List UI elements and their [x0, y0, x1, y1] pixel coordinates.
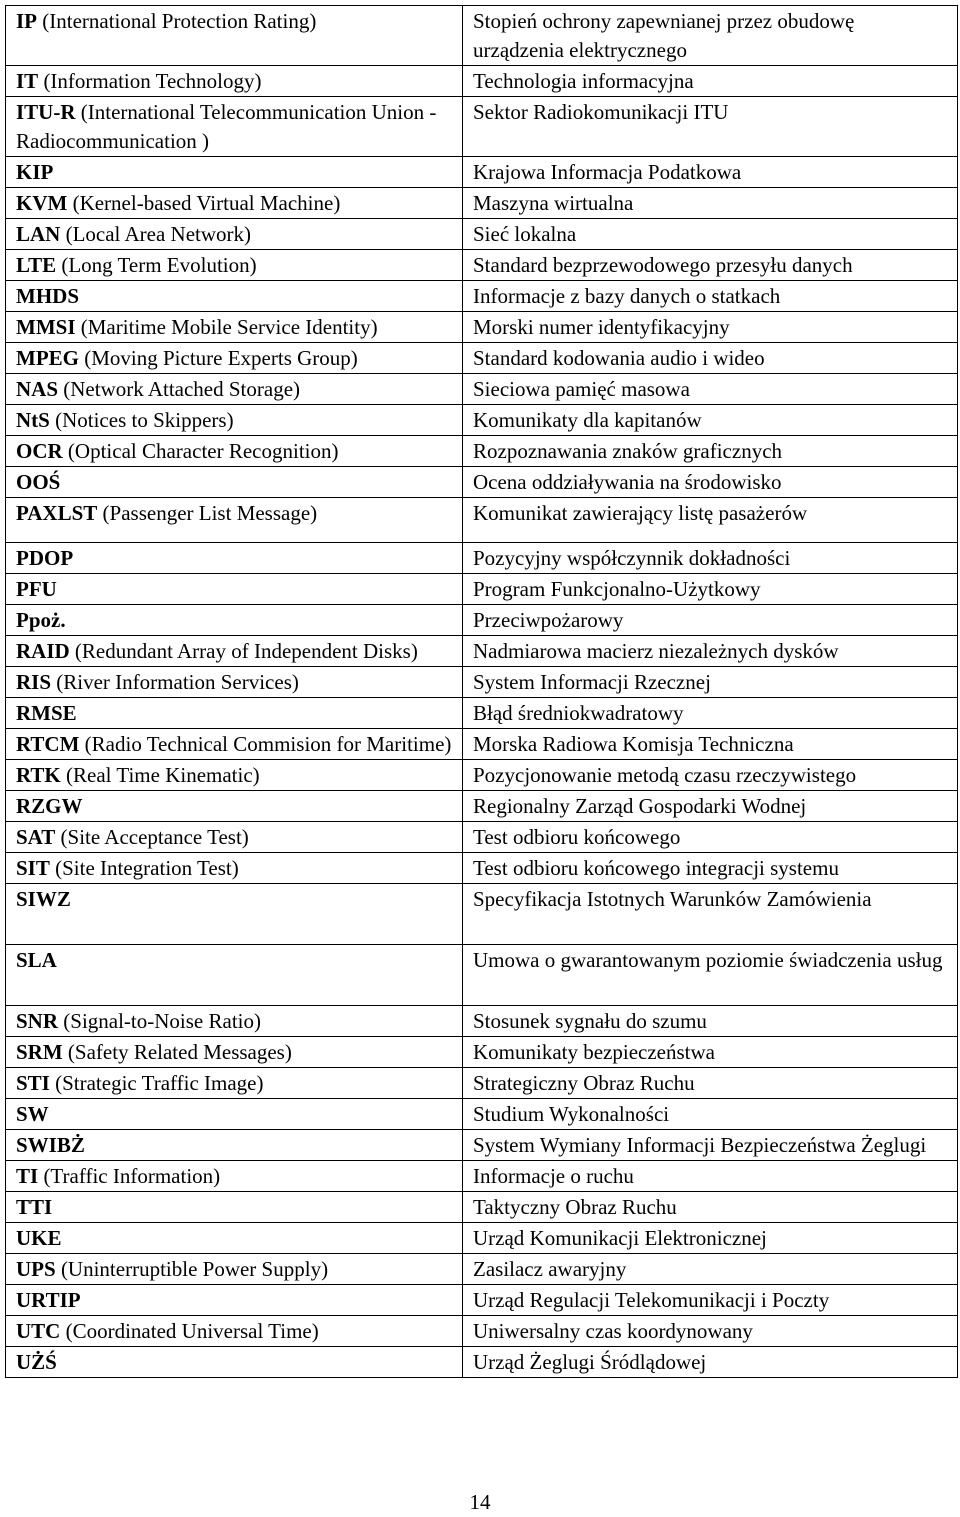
- term-abbreviation: SWIBŻ: [16, 1133, 85, 1157]
- table-row: [6, 219, 958, 250]
- table-row: [6, 605, 958, 636]
- translation-cell: Umowa o gwarantowanym poziomie świadczenia usług: [463, 945, 958, 1006]
- term-expansion: (Optical Character Recognition): [62, 439, 339, 463]
- term-abbreviation: UKE: [16, 1226, 62, 1250]
- term-cell: [6, 884, 463, 945]
- translation-cell: Zasilacz awaryjny: [463, 1254, 958, 1285]
- table-row: [6, 1285, 958, 1316]
- term-abbreviation: ITU-R: [16, 100, 76, 124]
- table-row: [6, 405, 958, 436]
- abbreviations-table: [5, 5, 958, 1378]
- term-abbreviation: SNR: [16, 1009, 59, 1033]
- table-row: [6, 667, 958, 698]
- term-cell: [6, 66, 463, 97]
- translation-cell: Stosunek sygnału do szumu: [463, 1006, 958, 1037]
- table-row: [6, 281, 958, 312]
- term-abbreviation: RZGW: [16, 794, 83, 818]
- term-expansion: (Strategic Traffic Image): [49, 1071, 264, 1095]
- table-row: [6, 6, 958, 66]
- term-cell: [6, 1099, 463, 1130]
- translation-cell: Test odbioru końcowego: [463, 822, 958, 853]
- term-abbreviation: STI: [16, 1071, 50, 1095]
- term-cell: [6, 1037, 463, 1068]
- translation-cell: Sieciowa pamięć masowa: [463, 374, 958, 405]
- term-expansion: (International Protection Rating): [37, 9, 317, 33]
- term-abbreviation: RAID: [16, 639, 70, 663]
- table-row: [6, 1130, 958, 1161]
- term-abbreviation: MMSI: [16, 315, 76, 339]
- translation-cell: Regionalny Zarząd Gospodarki Wodnej: [463, 791, 958, 822]
- table-row: [6, 760, 958, 791]
- translation-cell: Nadmiarowa macierz niezależnych dysków: [463, 636, 958, 667]
- translation-cell: Rozpoznawania znaków graficznych: [463, 436, 958, 467]
- term-cell: [6, 1254, 463, 1285]
- term-expansion: (Uninterruptible Power Supply): [55, 1257, 329, 1281]
- table-row: [6, 250, 958, 281]
- table-row: [6, 853, 958, 884]
- term-cell: [6, 945, 463, 1006]
- term-abbreviation: UŻŚ: [16, 1350, 57, 1374]
- term-abbreviation: PAXLST: [16, 501, 98, 525]
- table-row: [6, 1099, 958, 1130]
- term-cell: [6, 1316, 463, 1347]
- translation-cell: Urząd Żeglugi Śródlądowej: [463, 1347, 958, 1378]
- term-cell: [6, 636, 463, 667]
- term-cell: [6, 1347, 463, 1378]
- translation-cell: Komunikaty bezpieczeństwa: [463, 1037, 958, 1068]
- term-cell: [6, 157, 463, 188]
- table-row: [6, 1037, 958, 1068]
- translation-cell: Specyfikacja Istotnych Warunków Zamówienia: [463, 884, 958, 945]
- term-cell: [6, 374, 463, 405]
- table-row: [6, 729, 958, 760]
- term-expansion: (Real Time Kinematic): [60, 763, 260, 787]
- table-row: [6, 1161, 958, 1192]
- term-expansion: (Coordinated Universal Time): [60, 1319, 319, 1343]
- translation-cell: Przeciwpożarowy: [463, 605, 958, 636]
- term-abbreviation: SIWZ: [16, 887, 71, 911]
- term-expansion: (Redundant Array of Independent Disks): [69, 639, 418, 663]
- term-expansion: (Local Area Network): [60, 222, 252, 246]
- term-abbreviation: UTC: [16, 1319, 61, 1343]
- term-abbreviation: URTIP: [16, 1288, 81, 1312]
- term-expansion: (Notices to Skippers): [49, 408, 234, 432]
- term-expansion: (Moving Picture Experts Group): [79, 346, 358, 370]
- term-abbreviation: PFU: [16, 577, 57, 601]
- term-cell: [6, 543, 463, 574]
- table-row: [6, 698, 958, 729]
- term-abbreviation: TTI: [16, 1195, 53, 1219]
- term-abbreviation: KIP: [16, 160, 54, 184]
- table-row: [6, 66, 958, 97]
- term-expansion: (Radio Technical Commision for Maritime): [79, 732, 452, 756]
- translation-cell: Program Funkcjonalno-Użytkowy: [463, 574, 958, 605]
- term-abbreviation: RIS: [16, 670, 52, 694]
- table-row: [6, 791, 958, 822]
- term-cell: [6, 281, 463, 312]
- term-cell: [6, 1161, 463, 1192]
- table-row: [6, 636, 958, 667]
- term-abbreviation: Ppoż.: [16, 608, 66, 632]
- translation-cell: System Wymiany Informacji Bezpieczeństwa Żeglugi: [463, 1130, 958, 1161]
- term-abbreviation: RTK: [16, 763, 61, 787]
- term-cell: [6, 698, 463, 729]
- term-abbreviation: RMSE: [16, 701, 77, 725]
- term-cell: [6, 188, 463, 219]
- term-expansion: (Signal-to-Noise Ratio): [58, 1009, 261, 1033]
- table-row: [6, 1192, 958, 1223]
- table-row: [6, 1347, 958, 1378]
- term-expansion: (River Information Services): [51, 670, 299, 694]
- table-row: [6, 1254, 958, 1285]
- term-cell: [6, 219, 463, 250]
- term-abbreviation: IP: [16, 9, 37, 33]
- term-cell: [6, 853, 463, 884]
- translation-cell: Informacje o ruchu: [463, 1161, 958, 1192]
- translation-cell: Morska Radiowa Komisja Techniczna: [463, 729, 958, 760]
- translation-cell: Krajowa Informacja Podatkowa: [463, 157, 958, 188]
- term-cell: [6, 436, 463, 467]
- term-cell: [6, 729, 463, 760]
- term-abbreviation: UPS: [16, 1257, 56, 1281]
- term-abbreviation: KVM: [16, 191, 68, 215]
- table-row: [6, 822, 958, 853]
- term-abbreviation: PDOP: [16, 546, 74, 570]
- table-row: [6, 97, 958, 157]
- table-row: [6, 374, 958, 405]
- term-abbreviation: SLA: [16, 948, 57, 972]
- table-row: [6, 157, 958, 188]
- term-abbreviation: TI: [16, 1164, 39, 1188]
- table-row: [6, 945, 958, 1006]
- table-row: [6, 188, 958, 219]
- term-expansion: (Site Integration Test): [49, 856, 239, 880]
- term-abbreviation: NAS: [16, 377, 59, 401]
- term-cell: [6, 605, 463, 636]
- translation-cell: Urząd Komunikacji Elektronicznej: [463, 1223, 958, 1254]
- translation-cell: Strategiczny Obraz Ruchu: [463, 1068, 958, 1099]
- translation-cell: Uniwersalny czas koordynowany: [463, 1316, 958, 1347]
- term-abbreviation: SIT: [16, 856, 50, 880]
- term-cell: [6, 1192, 463, 1223]
- translation-cell: Informacje z bazy danych o statkach: [463, 281, 958, 312]
- translation-cell: Pozycyjny współczynnik dokładności: [463, 543, 958, 574]
- table-row: [6, 884, 958, 945]
- term-cell: [6, 1130, 463, 1161]
- term-expansion: (Kernel-based Virtual Machine): [67, 191, 341, 215]
- translation-cell: Pozycjonowanie metodą czasu rzeczywistego: [463, 760, 958, 791]
- term-expansion: (Traffic Information): [38, 1164, 221, 1188]
- table-row: [6, 574, 958, 605]
- table-row: [6, 312, 958, 343]
- abbreviations-table-body: [6, 6, 958, 1378]
- term-expansion: (Maritime Mobile Service Identity): [75, 315, 378, 339]
- term-abbreviation: LAN: [16, 222, 61, 246]
- table-row: [6, 1006, 958, 1037]
- term-abbreviation: NtS: [16, 408, 50, 432]
- term-cell: [6, 1223, 463, 1254]
- term-abbreviation: OCR: [16, 439, 63, 463]
- page-number: 14: [469, 1490, 491, 1514]
- term-cell: [6, 467, 463, 498]
- translation-cell: Komunikat zawierający listę pasażerów: [463, 498, 958, 543]
- translation-cell: Standard kodowania audio i wideo: [463, 343, 958, 374]
- translation-cell: Urząd Regulacji Telekomunikacji i Poczty: [463, 1285, 958, 1316]
- table-row: [6, 1316, 958, 1347]
- term-abbreviation: IT: [16, 69, 39, 93]
- translation-cell: Błąd średniokwadratowy: [463, 698, 958, 729]
- term-cell: [6, 1285, 463, 1316]
- translation-cell: Morski numer identyfikacyjny: [463, 312, 958, 343]
- term-cell: [6, 343, 463, 374]
- table-row: [6, 543, 958, 574]
- table-row: [6, 436, 958, 467]
- term-cell: [6, 822, 463, 853]
- translation-cell: Stopień ochrony zapewnianej przez obudowę urządzenia elektrycznego: [463, 6, 958, 66]
- term-abbreviation: SAT: [16, 825, 56, 849]
- term-abbreviation: MHDS: [16, 284, 79, 308]
- term-expansion: (Long Term Evolution): [56, 253, 257, 277]
- translation-cell: Sektor Radiokomunikacji ITU: [463, 97, 958, 157]
- term-cell: [6, 667, 463, 698]
- translation-cell: Sieć lokalna: [463, 219, 958, 250]
- term-cell: [6, 6, 463, 66]
- term-cell: [6, 1068, 463, 1099]
- term-cell: [6, 791, 463, 822]
- translation-cell: Taktyczny Obraz Ruchu: [463, 1192, 958, 1223]
- term-expansion: (Safety Related Messages): [62, 1040, 292, 1064]
- table-row: [6, 343, 958, 374]
- translation-cell: Test odbioru końcowego integracji systemu: [463, 853, 958, 884]
- term-cell: [6, 97, 463, 157]
- table-row: [6, 1068, 958, 1099]
- term-abbreviation: MPEG: [16, 346, 79, 370]
- term-expansion: (International Telecommunication Union - Radiocommunication ): [16, 100, 437, 153]
- table-row: [6, 498, 958, 543]
- term-abbreviation: SRM: [16, 1040, 63, 1064]
- term-expansion: (Site Acceptance Test): [55, 825, 249, 849]
- translation-cell: Ocena oddziaływania na środowisko: [463, 467, 958, 498]
- translation-cell: Maszyna wirtualna: [463, 188, 958, 219]
- term-abbreviation: RTCM: [16, 732, 80, 756]
- translation-cell: Technologia informacyjna: [463, 66, 958, 97]
- term-expansion: (Passenger List Message): [97, 501, 318, 525]
- term-expansion: (Information Technology): [38, 69, 262, 93]
- table-row: [6, 467, 958, 498]
- translation-cell: Studium Wykonalności: [463, 1099, 958, 1130]
- translation-cell: System Informacji Rzecznej: [463, 667, 958, 698]
- term-cell: [6, 312, 463, 343]
- term-cell: [6, 574, 463, 605]
- term-cell: [6, 760, 463, 791]
- translation-cell: Standard bezprzewodowego przesyłu danych: [463, 250, 958, 281]
- term-cell: [6, 405, 463, 436]
- term-abbreviation: OOŚ: [16, 470, 61, 494]
- term-cell: [6, 1006, 463, 1037]
- term-abbreviation: LTE: [16, 253, 57, 277]
- term-cell: [6, 498, 463, 543]
- table-row: [6, 1223, 958, 1254]
- term-expansion: (Network Attached Storage): [58, 377, 301, 401]
- translation-cell: Komunikaty dla kapitanów: [463, 405, 958, 436]
- term-cell: [6, 250, 463, 281]
- term-abbreviation: SW: [16, 1102, 49, 1126]
